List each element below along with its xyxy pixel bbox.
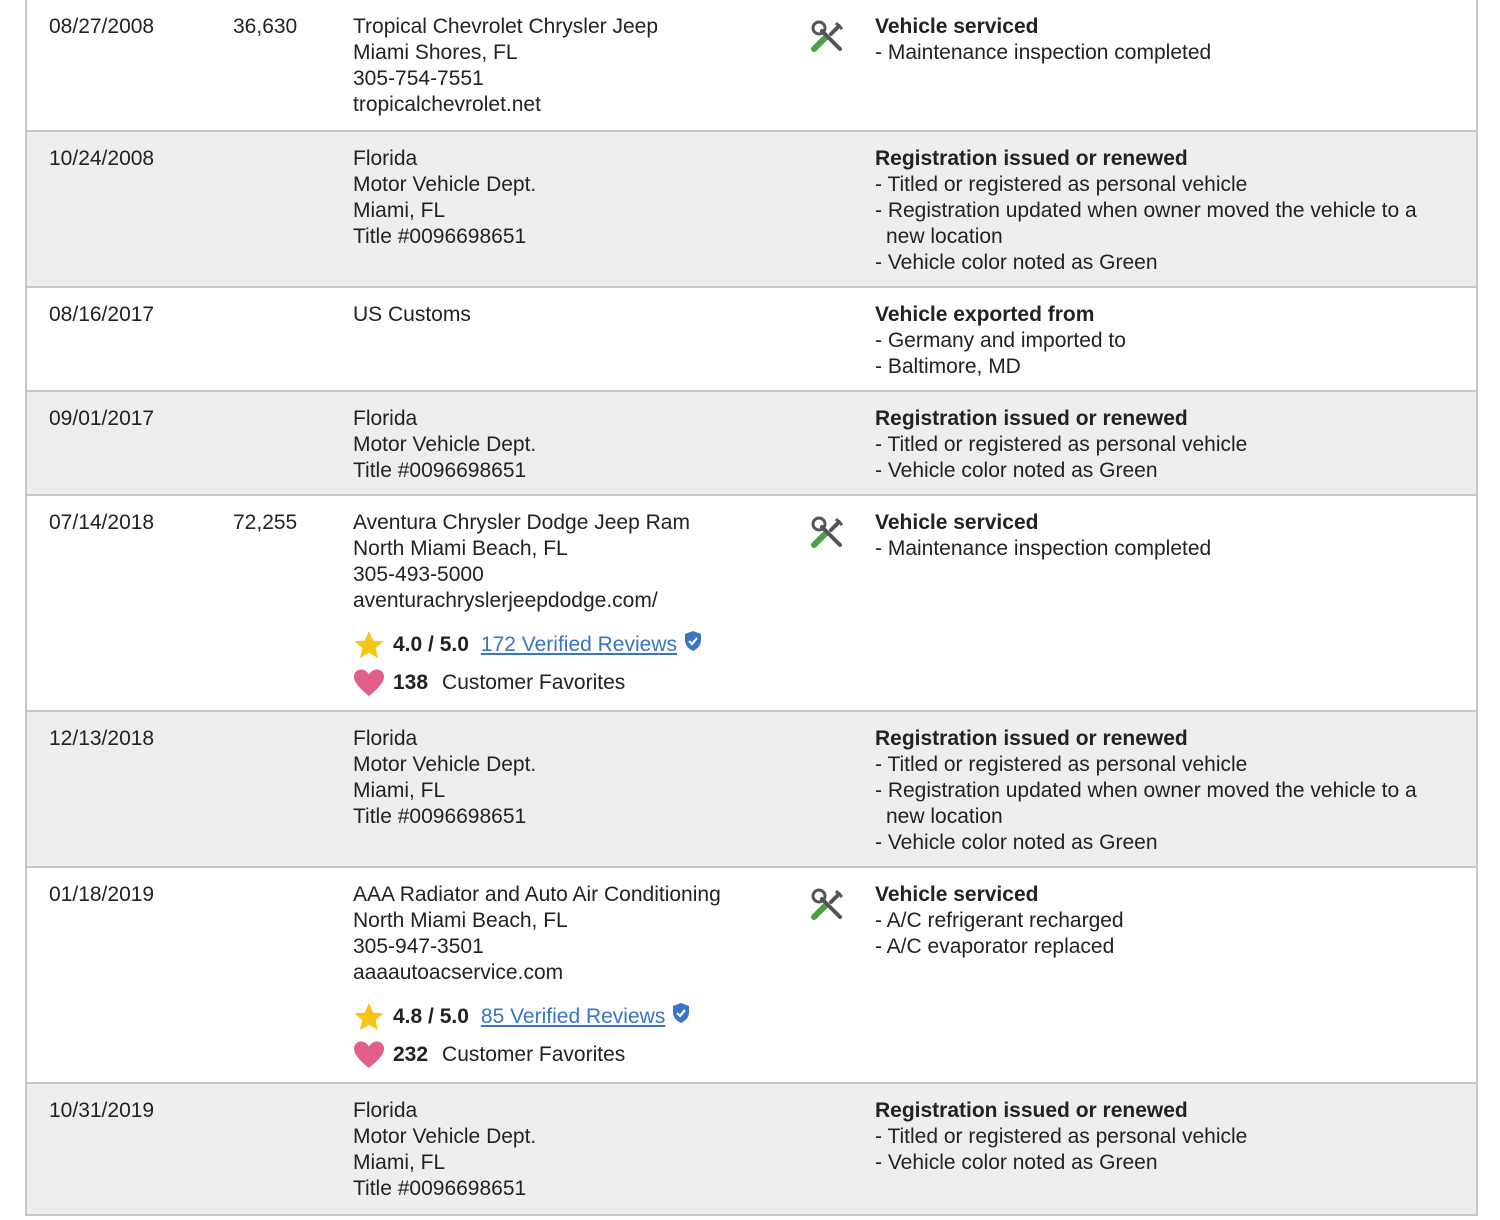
source-website: aventurachryslerjeepdodge.com/ <box>353 589 658 612</box>
record-odometer: 72,255 <box>233 511 298 534</box>
record-date: 01/18/2019 <box>49 883 155 906</box>
source-location: Miami Shores, FL <box>353 41 518 64</box>
event-title: Vehicle serviced <box>875 15 1039 38</box>
record-source <box>353 882 793 1072</box>
favorites-label: Customer Favorites <box>442 671 626 694</box>
record-source <box>353 14 793 118</box>
record-source <box>353 406 793 484</box>
event-detail: - Vehicle color noted as Green <box>875 459 1158 482</box>
history-record <box>27 0 1476 132</box>
event-detail: - Titled or registered as personal vehicle <box>875 753 1248 776</box>
source-website: aaaautoacservice.com <box>353 961 564 984</box>
record-source <box>353 1098 793 1202</box>
event-title: Registration issued or renewed <box>875 147 1188 170</box>
history-record <box>27 392 1476 496</box>
favorites-count: 232 <box>393 1043 429 1066</box>
service-wrench-icon <box>809 20 845 56</box>
source-title-number: Title #0096698651 <box>353 805 527 828</box>
source-name: Aventura Chrysler Dodge Jeep Ram <box>353 511 690 534</box>
source-title-number: Title #0096698651 <box>353 225 527 248</box>
history-record <box>27 868 1476 1084</box>
record-details <box>875 14 1455 66</box>
history-record <box>27 496 1476 712</box>
vehicle-history-table <box>25 0 1478 1216</box>
verified-reviews-link[interactable]: 172 Verified Reviews <box>480 633 677 656</box>
star-icon <box>353 629 385 661</box>
source-location: North Miami Beach, FL <box>353 537 568 560</box>
event-detail: - Titled or registered as personal vehicle <box>875 433 1248 456</box>
record-date: 12/13/2018 <box>49 727 155 750</box>
heart-icon <box>353 668 385 698</box>
source-agency: Motor Vehicle Dept. <box>353 1125 537 1148</box>
source-name: AAA Radiator and Auto Air Conditioning <box>353 883 721 906</box>
source-name: Florida <box>353 147 418 170</box>
event-detail: - Germany and imported to <box>875 329 1126 352</box>
rating-value: 4.0 / 5.0 <box>393 633 469 656</box>
record-details <box>875 406 1455 484</box>
record-date: 08/16/2017 <box>49 303 155 326</box>
source-location: Miami, FL <box>353 779 446 802</box>
service-wrench-icon <box>809 888 845 924</box>
verified-shield-icon <box>671 1002 691 1024</box>
source-location: Miami, FL <box>353 1151 446 1174</box>
service-wrench-icon <box>809 516 845 552</box>
verified-reviews-link[interactable]: 85 Verified Reviews <box>480 1005 666 1028</box>
record-details <box>875 1098 1455 1176</box>
history-record <box>27 712 1476 868</box>
event-title: Registration issued or renewed <box>875 1099 1188 1122</box>
record-source <box>353 146 793 250</box>
star-icon <box>353 1001 385 1033</box>
record-details <box>875 726 1455 856</box>
source-name: Florida <box>353 407 418 430</box>
source-name: Florida <box>353 1099 418 1122</box>
source-name: Florida <box>353 727 418 750</box>
record-date: 09/01/2017 <box>49 407 155 430</box>
record-source <box>353 510 793 700</box>
event-detail: - Vehicle color noted as Green <box>875 831 1158 854</box>
event-detail: - A/C refrigerant recharged <box>875 909 1124 932</box>
record-source <box>353 726 793 830</box>
record-odometer: 36,630 <box>233 15 298 38</box>
record-details <box>875 510 1455 562</box>
source-title-number: Title #0096698651 <box>353 459 527 482</box>
event-title: Vehicle serviced <box>875 511 1039 534</box>
record-source <box>353 302 793 328</box>
event-detail: - Vehicle color noted as Green <box>875 1151 1158 1174</box>
heart-icon <box>353 1040 385 1070</box>
source-phone: 305-754-7551 <box>353 67 484 90</box>
record-date: 07/14/2018 <box>49 511 155 534</box>
event-detail: - A/C evaporator replaced <box>875 935 1115 958</box>
customer-favorites <box>353 1038 793 1072</box>
event-detail: - Titled or registered as personal vehicle <box>875 173 1248 196</box>
source-agency: Motor Vehicle Dept. <box>353 173 537 196</box>
dealer-rating <box>353 1000 793 1034</box>
source-agency: Motor Vehicle Dept. <box>353 433 537 456</box>
history-record <box>27 288 1476 392</box>
record-details <box>875 882 1455 960</box>
record-details <box>875 302 1455 380</box>
record-date: 10/31/2019 <box>49 1099 155 1122</box>
favorites-count: 138 <box>393 671 429 694</box>
record-date: 08/27/2008 <box>49 15 155 38</box>
source-location: Miami, FL <box>353 199 446 222</box>
record-date: 10/24/2008 <box>49 147 155 170</box>
history-record <box>27 1084 1476 1216</box>
record-details <box>875 146 1455 276</box>
source-title-number: Title #0096698651 <box>353 1177 527 1200</box>
event-detail: - Baltimore, MD <box>875 355 1021 378</box>
source-name: US Customs <box>353 303 471 326</box>
source-phone: 305-493-5000 <box>353 563 484 586</box>
source-location: North Miami Beach, FL <box>353 909 568 932</box>
favorites-label: Customer Favorites <box>442 1043 626 1066</box>
event-detail: - Registration updated when owner moved the vehicle to a new location <box>875 779 1417 828</box>
customer-favorites <box>353 666 793 700</box>
event-title: Registration issued or renewed <box>875 407 1188 430</box>
event-detail: - Titled or registered as personal vehicle <box>875 1125 1248 1148</box>
source-name: Tropical Chevrolet Chrysler Jeep <box>353 15 659 38</box>
event-title: Vehicle exported from <box>875 303 1095 326</box>
source-website: tropicalchevrolet.net <box>353 93 541 116</box>
dealer-rating <box>353 628 793 662</box>
source-phone: 305-947-3501 <box>353 935 484 958</box>
history-record <box>27 132 1476 288</box>
source-agency: Motor Vehicle Dept. <box>353 753 537 776</box>
event-detail: - Maintenance inspection completed <box>875 41 1212 64</box>
rating-value: 4.8 / 5.0 <box>393 1005 469 1028</box>
event-title: Registration issued or renewed <box>875 727 1188 750</box>
verified-shield-icon <box>683 630 703 652</box>
event-detail: - Vehicle color noted as Green <box>875 251 1158 274</box>
event-detail: - Maintenance inspection completed <box>875 537 1212 560</box>
event-detail: - Registration updated when owner moved the vehicle to a new location <box>875 199 1417 248</box>
event-title: Vehicle serviced <box>875 883 1039 906</box>
